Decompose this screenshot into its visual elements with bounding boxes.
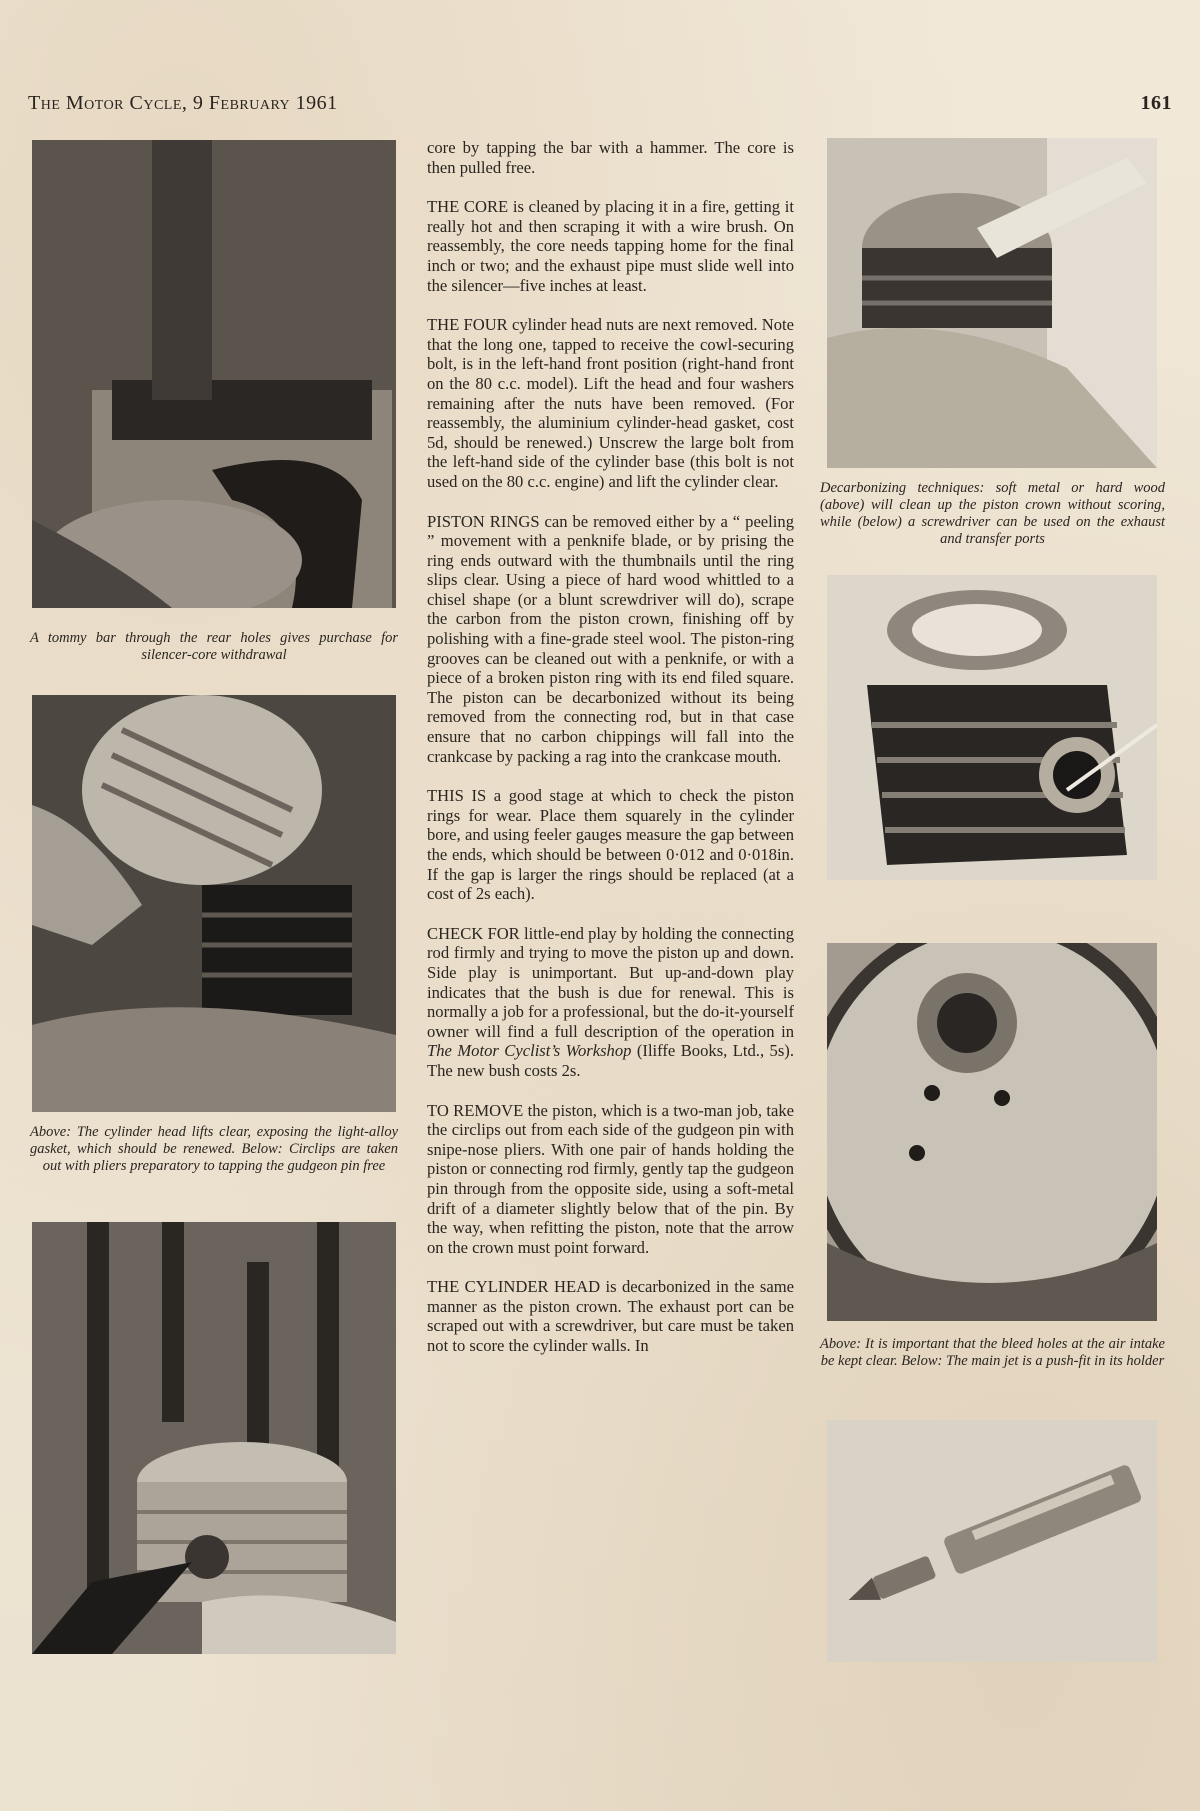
caption-decarbonizing: Decarbonizing techniques: soft metal or hard wood (above) will clean up the piston crown without scoring, while (below) a screwdriver can be used on the exhaust and transfer ports [820,480,1165,547]
photo-cylinder-ports [827,575,1157,880]
photo-cylinder-head-lift [32,695,396,1112]
article-paragraph [427,315,794,491]
paragraph-text: cylinder head nuts are next removed. Note that the long one, tapped to receive the cowl-securing bolt, is in the left-hand front position (right-hand front on the 80 c.c. model). Lift the head and four washers remaining after the nuts have been removed. (For reassembly, the aluminium cylinder-head gasket, cost 5d, should be renewed.) Unscrew the large bolt from the left-hand side of the cylinder base (this bolt is not used on the 80 c.c. engine) and lift the cylinder clear. [427,315,794,491]
photo-circlip-pliers [32,1222,396,1654]
paragraph-text: is decarbonized in the same manner as the piston crown. The exhaust port can be scraped out with a screwdriver, but care must be taken not to score the cylinder walls. In [427,1277,794,1356]
paragraph-lead: PISTON RINGS [427,511,540,531]
article-paragraph [427,138,794,177]
paragraph-lead: THE FOUR [427,315,508,335]
photo-tommy-bar-vise-image [32,140,396,608]
article-paragraph [427,1277,794,1355]
photo-piston-crown-scraping [827,138,1157,468]
caption-bleed-holes-main-jet: Above: It is important that the bleed holes at the air intake be kept clear. Below: The main jet is a push-fit in its holder [820,1336,1165,1369]
photo-crankcase-bleed-holes-image [827,943,1157,1321]
photo-cylinder-ports-image [827,575,1157,880]
article-paragraph [427,786,794,904]
photo-main-jet [827,1420,1157,1662]
book-title: The Motor Cyclist’s Workshop [427,1041,632,1061]
article-paragraph [427,1101,794,1258]
photo-tommy-bar-vise [32,140,396,608]
page-number: 161 [1140,92,1172,114]
paragraph-lead: CHECK FOR [427,923,520,943]
caption-tommy-bar: A tommy bar through the rear holes gives purchase for silencer-core withdrawal [30,630,398,663]
article-paragraph [427,924,794,1081]
article-paragraph [427,512,794,767]
caption-cylinder-head-circlips: Above: The cylinder head lifts clear, exposing the light-alloy gasket, which should be renewed. Below: Circlips are taken out with pliers preparatory to tapping the gudgeon pin free [30,1124,398,1174]
paragraph-text: the piston, which is a two-man job, take the circlips out from each side of the gudgeon pin with snipe-nose pliers. With one pair of hands holding the piston or connecting rod firmly, gently tap the gudgeon pin through from the opposite side, using a soft-metal drift of a diameter slightly below that of the pin. By the way, when refitting the piston, note that the arrow on the crown must point forward. [427,1100,794,1257]
running-title: The Motor Cycle, 9 February 1961 [28,92,338,114]
paragraph-lead: THE CORE [427,197,509,217]
paragraph-text: core by tapping the bar with a hammer. The core is then pulled free. [427,138,794,177]
paragraph-lead: TO REMOVE [427,1100,524,1120]
photo-cylinder-head-lift-image [32,695,396,1112]
paragraph-lead: THIS IS [427,786,487,806]
paragraph-text: is cleaned by placing it in a fire, getting it really hot and then scraping it with a wire brush. On reassembly, the core needs tapping home for the final inch or two; and the exhaust pipe must slide well into the silencer—five inches at least. [427,197,794,295]
photo-piston-crown-scraping-image [827,138,1157,468]
paragraph-text: can be removed either by a “ peeling ” movement with a penknife blade, or by prising the ring ends outward with the thumbnails until the ring slips clear. Using a piece of hard wood whittled to a chisel shape (or a blunt screwdriver will do), scrape the carbon from the piston crown, finishing off by polishing with a fine-grade steel wool. The piston-ring grooves can be cleaned out with a penknife, or with a piece of a broken piston ring with its end filed square. The piston can be decarbonized without its being removed from the connecting rod, but in that case ensure that no carbon chippings will fall into the crankcase by packing a rag into the crankcase mouth. [427,511,794,766]
article-paragraph [427,197,794,295]
photo-circlip-pliers-image [32,1222,396,1654]
photo-main-jet-image [827,1420,1157,1662]
photo-crankcase-bleed-holes [827,943,1157,1321]
paragraph-text: (Iliffe Books, Ltd., 5s). The new bush costs 2s. [427,1041,794,1080]
paragraph-text: a good stage at which to check the piston rings for wear. Place them squarely in the cylinder bore, and using feeler gauges measure the gap between the ends, which should be between 0·012 and 0·018in. If the gap is larger the rings should be replaced (at a cost of 2s each). [427,786,795,904]
paragraph-text: little-end play by holding the connecting rod firmly and trying to move the piston up and down. Side play is unimportant. But up-and-down play indicates that the bush is due for renewal. This is normally a job for a professional, but the do-it-yourself owner will find a full description of the operation in [427,923,795,1041]
article-body [427,138,794,1376]
paragraph-lead: THE CYLINDER HEAD [427,1277,601,1297]
page-header [28,92,1172,122]
